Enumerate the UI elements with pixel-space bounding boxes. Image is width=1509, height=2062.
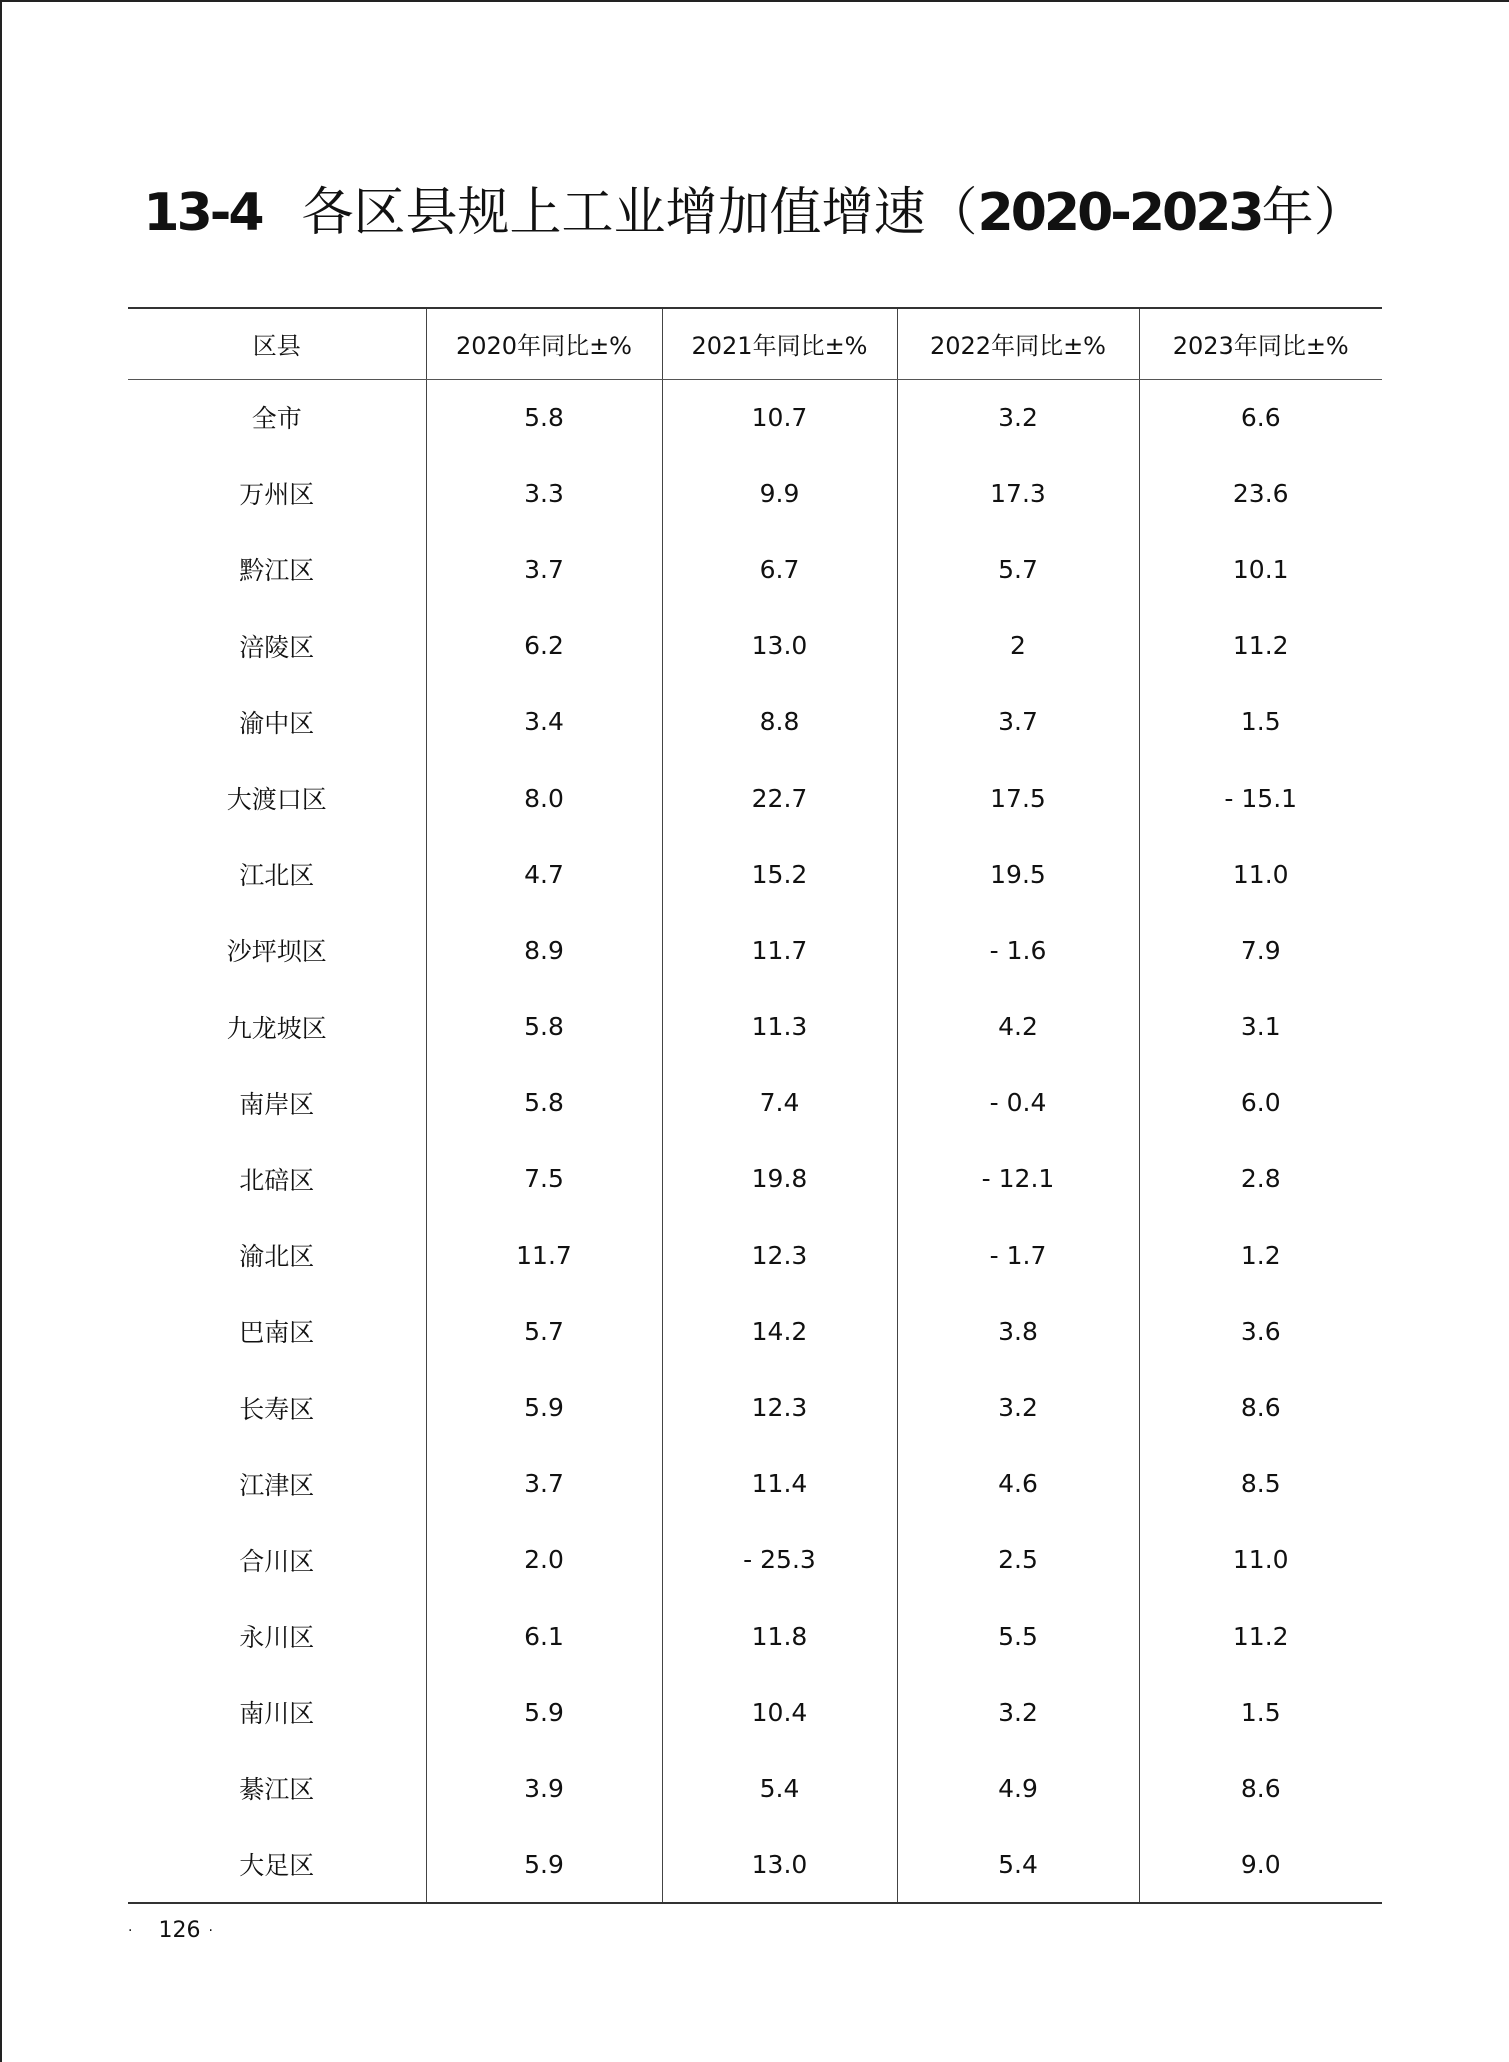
value-2023: 11.0 [1139,836,1382,912]
district-name: 江津区 [239,1470,315,1500]
district-name: 九龙坡区 [226,1013,327,1043]
value-2022: 4.2 [897,989,1139,1065]
value-2020: 5.8 [426,1065,662,1141]
value-2020: 5.7 [426,1293,662,1369]
value-2022: 5.5 [897,1598,1139,1674]
value-2022: 4.9 [897,1750,1139,1826]
table-row [128,684,1382,760]
page-number: 126 [158,1918,201,1943]
value-2021: 15.2 [662,836,897,912]
title-text: 各区县规上工业增加值增速（ [301,183,978,243]
value-2023: 3.6 [1139,1293,1382,1369]
value-2023: 3.1 [1139,989,1382,1065]
table-row [128,1750,1382,1826]
value-2020: 5.9 [426,1674,662,1750]
header-2023: 2023年同比±% [1139,308,1382,379]
value-2020: 8.9 [426,912,662,988]
page-border-top [0,0,1509,2]
page-footer [128,1918,213,1943]
value-2023: 8.6 [1139,1750,1382,1826]
value-2022: 2 [897,608,1139,684]
table-row [128,1674,1382,1750]
value-2021: 7.4 [662,1065,897,1141]
value-2022: 3.8 [897,1293,1139,1369]
value-2023: 1.5 [1139,684,1382,760]
value-2021: 11.8 [662,1598,897,1674]
value-2022: 3.2 [897,1674,1139,1750]
value-2022: 5.4 [897,1827,1139,1903]
value-2023: 11.0 [1139,1522,1382,1598]
value-2021: 14.2 [662,1293,897,1369]
footer-dot-left: · [128,1923,133,1939]
value-2022: 17.3 [897,455,1139,531]
value-2020: 3.7 [426,531,662,607]
table-row [128,455,1382,531]
district-name: 黔江区 [239,556,315,586]
value-2023: 11.2 [1139,1598,1382,1674]
header-row [128,308,1382,379]
district-name: 南川区 [239,1699,315,1729]
table-number: 13-4 [143,183,262,243]
value-2021: - 25.3 [662,1522,897,1598]
district-name: 江北区 [239,861,315,891]
value-2023: 2.8 [1139,1141,1382,1217]
value-2023: 6.0 [1139,1065,1382,1141]
value-2021: 9.9 [662,455,897,531]
value-2023: - 15.1 [1139,760,1382,836]
district-name: 巴南区 [239,1318,315,1348]
district-name: 永川区 [239,1623,315,1653]
value-2021: 12.3 [662,1369,897,1445]
value-2023: 6.6 [1139,379,1382,455]
value-2021: 11.3 [662,989,897,1065]
district-name: 渝中区 [239,708,315,738]
district-name: 綦江区 [239,1775,315,1805]
value-2023: 1.2 [1139,1217,1382,1293]
value-2020: 5.8 [426,989,662,1065]
value-2021: 11.7 [662,912,897,988]
value-2020: 6.1 [426,1598,662,1674]
value-2021: 12.3 [662,1217,897,1293]
district-name: 渝北区 [239,1242,315,1272]
value-2022: - 0.4 [897,1065,1139,1141]
value-2022: 3.2 [897,379,1139,455]
table-row [128,912,1382,988]
table-row [128,1141,1382,1217]
table-row [128,1217,1382,1293]
district-name: 涪陵区 [239,632,315,662]
value-2022: - 1.7 [897,1217,1139,1293]
title-suffix: 年） [1261,183,1366,243]
value-2021: 10.4 [662,1674,897,1750]
value-2020: 2.0 [426,1522,662,1598]
page-title [0,178,1509,248]
district-name: 沙坪坝区 [226,937,327,967]
value-2021: 13.0 [662,1827,897,1903]
header-2020: 2020年同比±% [426,308,662,379]
value-2021: 8.8 [662,684,897,760]
value-2021: 13.0 [662,608,897,684]
value-2022: 4.6 [897,1446,1139,1522]
value-2020: 11.7 [426,1217,662,1293]
table-row [128,531,1382,607]
district-name: 长寿区 [239,1394,315,1424]
value-2023: 8.5 [1139,1446,1382,1522]
value-2021: 22.7 [662,760,897,836]
table-row [128,1827,1382,1903]
value-2023: 7.9 [1139,912,1382,988]
district-name: 大渡口区 [226,785,327,815]
value-2021: 6.7 [662,531,897,607]
table-row [128,836,1382,912]
value-2020: 3.9 [426,1750,662,1826]
value-2021: 19.8 [662,1141,897,1217]
table-row [128,1598,1382,1674]
title-years: 2020-2023 [977,183,1262,243]
district-name: 全市 [251,404,302,434]
value-2022: 19.5 [897,836,1139,912]
value-2022: 2.5 [897,1522,1139,1598]
footer-dot-right: · [208,1923,213,1939]
data-table [128,307,1382,1904]
value-2023: 23.6 [1139,455,1382,531]
value-2020: 5.9 [426,1827,662,1903]
district-name: 大足区 [128,1827,426,1903]
value-2021: 11.4 [662,1446,897,1522]
value-2023: 1.5 [1139,1674,1382,1750]
value-2022: 3.2 [897,1369,1139,1445]
value-2022: - 12.1 [897,1141,1139,1217]
value-2022: 3.7 [897,684,1139,760]
value-2020: 3.4 [426,684,662,760]
header-2022: 2022年同比±% [897,308,1139,379]
value-2020: 3.7 [426,1446,662,1522]
header-district: 区县 [128,308,426,379]
page-border-left [0,0,2,2062]
table-row [128,1446,1382,1522]
header-2021: 2021年同比±% [662,308,897,379]
table-row [128,379,1382,455]
value-2023: 8.6 [1139,1369,1382,1445]
district-name: 万州区 [239,480,315,510]
value-2020: 7.5 [426,1141,662,1217]
value-2021: 5.4 [662,1750,897,1826]
value-2022: 5.7 [897,531,1139,607]
table-row [128,760,1382,836]
table-row [128,1065,1382,1141]
value-2023: 9.0 [1139,1827,1382,1903]
value-2020: 5.9 [426,1369,662,1445]
value-2020: 5.8 [426,379,662,455]
value-2020: 8.0 [426,760,662,836]
value-2021: 10.7 [662,379,897,455]
table-row [128,1293,1382,1369]
table-row [128,989,1382,1065]
table-row [128,1369,1382,1445]
value-2023: 10.1 [1139,531,1382,607]
district-name: 南岸区 [239,1089,315,1119]
table-row [128,1522,1382,1598]
district-name: 北碚区 [239,1165,315,1195]
value-2022: 17.5 [897,760,1139,836]
value-2020: 3.3 [426,455,662,531]
value-2023: 11.2 [1139,608,1382,684]
value-2022: - 1.6 [897,912,1139,988]
value-2020: 4.7 [426,836,662,912]
district-name: 合川区 [239,1546,315,1576]
value-2020: 6.2 [426,608,662,684]
table-row [128,608,1382,684]
